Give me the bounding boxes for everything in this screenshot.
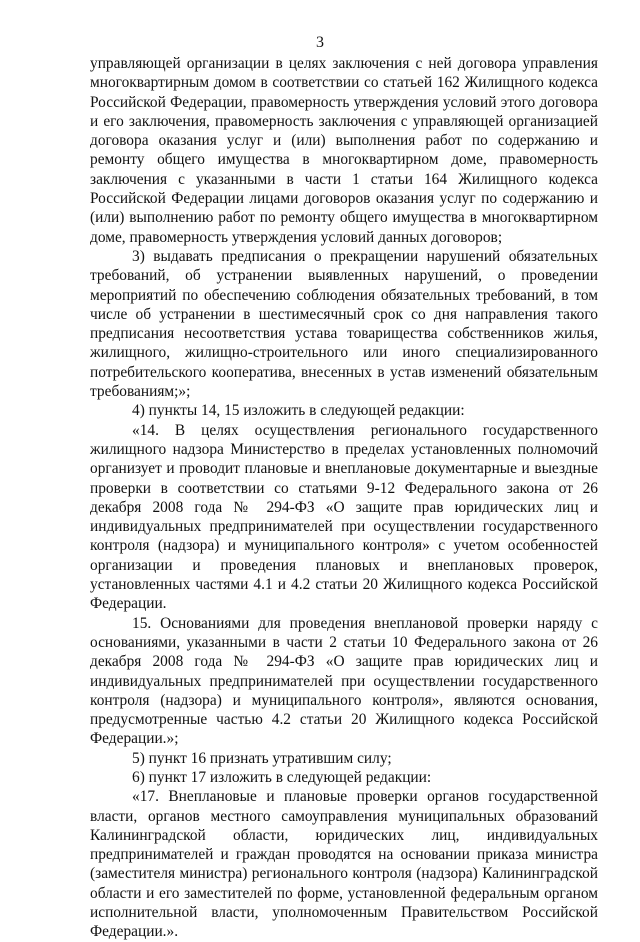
paragraph-clause-14: «14. В целях осуществления регионального государственного жилищного надзора Министерство в пределах установленных полномочий организует и проводит плановые и внеплановые документарные и выездные проверки в соответствии со статьями 9-12 Федерального закона от 26 декабря 2008 года № 294-ФЗ «О защите прав юридических лиц и индивидуальных предпринимателей при осуществлении государственного контроля (надзора) и муниципального контроля» с учетом особенностей организации и проведения плановых и внеплановых проверок, установленных частями 4.1 и 4.2 статьи 20 Жилищного кодекса Российской Федерации. xyxy=(90,421,598,613)
paragraph-continuation: управляющей организации в целях заключения с ней договора управления многоквартирным домом в соответствии со статьей 162 Жилищного кодекса Российской Федерации, правомерность утверждения условий этого договора и его заключения, правомерность заключения с управляющей организацией договора оказания услуг и (или) выполнения работ по содержанию и ремонту общего имущества в многоквартирном доме, правомерность заключения с указанными в части 1 статьи 164 Жилищного кодекса Российской Федерации лицами договоров оказания услуг по содержанию и (или) выполнению работ по ремонту общего имущества в многоквартирном доме, правомерность утверждения условий данных договоров; xyxy=(90,55,598,246)
paragraph-item-4-heading: 4) пункты 14, 15 изложить в следующей редакции: xyxy=(132,402,465,420)
document-body xyxy=(90,54,598,942)
paragraph-item-5: 5) пункт 16 признать утратившим силу; xyxy=(132,749,392,767)
paragraph-item-6-heading: 6) пункт 17 изложить в следующей редакции: xyxy=(132,768,432,786)
page-number: 3 xyxy=(316,34,324,51)
paragraph-clause-17: «17. Внеплановые и плановые проверки органов государственной власти, органов местного самоуправления муниципальных образований Калининградской области, юридических лиц, индивидуальных предпринимателей и граждан проводятся на основании приказа министра (заместителя министра) регионального контроля (надзора) Калининградской области и его заместителей по форме, установленной федеральным органом исполнительной власти, уполномоченным Правительством Российской Федерации.». xyxy=(90,788,598,941)
paragraph-clause-15: 15. Основаниями для проведения внеплановой проверки наряду с основаниями, указанными в части 2 статьи 10 Федерального закона от 26 декабря 2008 года № 294-ФЗ «О защите прав юридических лиц и индивидуальных предпринимателей при осуществлении государственного контроля (надзора) и муниципального контроля», являются основания, предусмотренные частью 4.2 статьи 20 Жилищного кодекса Российской Федерации.»; xyxy=(90,614,598,748)
paragraph-item-3-prescriptions: 3) выдавать предписания о прекращении нарушений обязательных требований, об устранении выявленных нарушений, о проведении мероприятий по обеспечению соблюдения обязательных требований, в том числе об устранении в шестимесячный срок со дня направления такого предписания несоответствия устава товарищества собственников жилья, жилищного, жилищно-строительного или иного специализированного потребительского кооператива, внесенных в устав изменений обязательным требованиям;»; xyxy=(90,247,598,401)
